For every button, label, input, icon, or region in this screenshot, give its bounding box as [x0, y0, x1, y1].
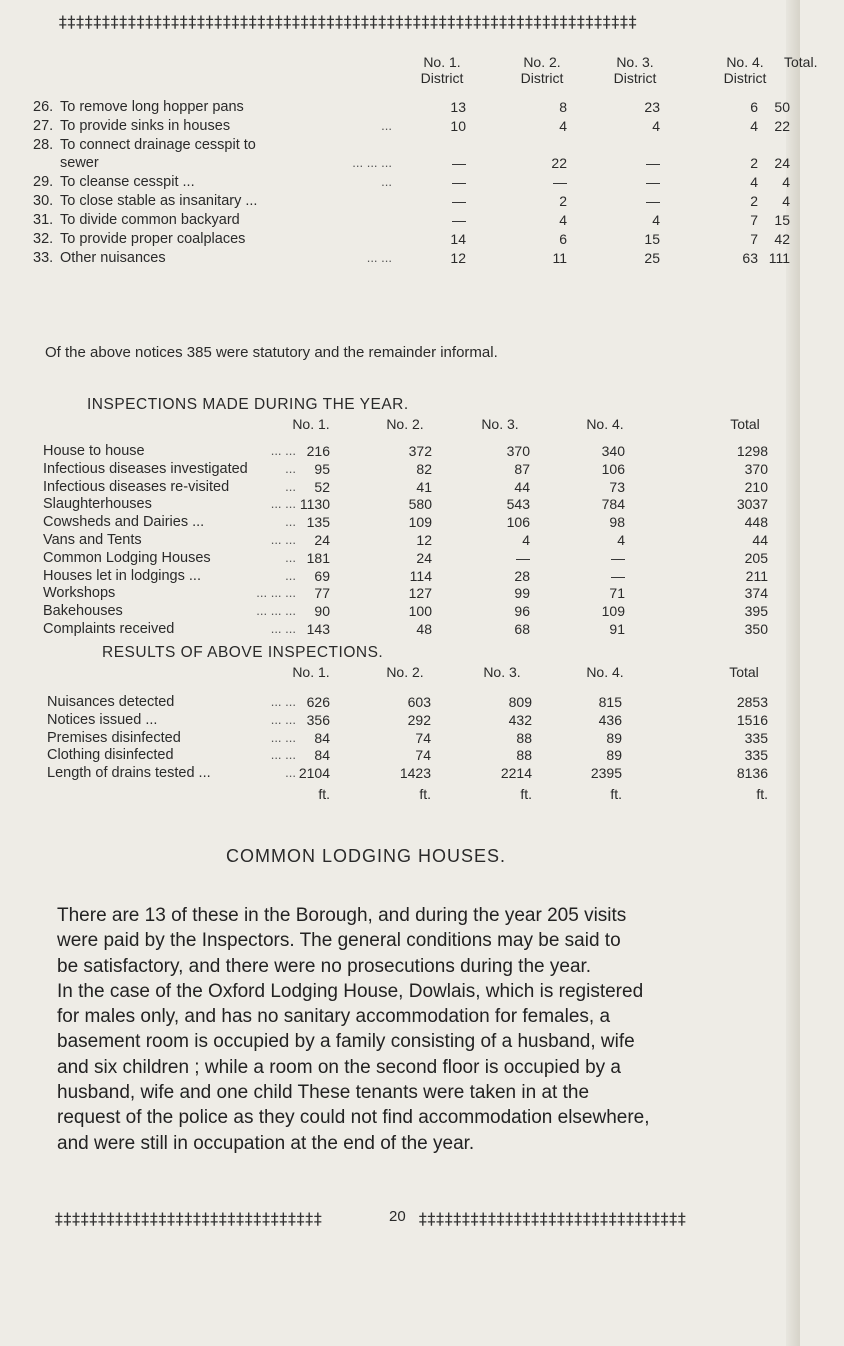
- row-label: To divide common backyard: [60, 212, 240, 228]
- column-header: No. 3.: [481, 416, 519, 432]
- table-cell: 106: [601, 460, 625, 477]
- table-cell: —: [646, 193, 660, 209]
- leader-dots: ...: [285, 478, 296, 494]
- leader-dots: ... ...: [270, 694, 296, 709]
- table-cell: 603: [407, 694, 431, 710]
- lodging-paragraph: [57, 903, 757, 1156]
- leader-dots: ... ...: [270, 621, 296, 636]
- table-cell: 1516: [736, 711, 768, 728]
- table-cell: 626: [306, 694, 330, 710]
- table-cell: 7: [750, 231, 758, 247]
- leader-dots: ... ...: [270, 711, 296, 727]
- unit-cell: ft.: [419, 786, 431, 802]
- column-header: No. 4.: [586, 416, 624, 432]
- table-cell: 15: [644, 231, 660, 247]
- table-cell: 74: [415, 729, 431, 746]
- leader-dots: ... ...: [270, 443, 296, 458]
- table-cell: —: [452, 174, 466, 190]
- leader-dots: ...: [285, 514, 296, 530]
- table-cell: 88: [516, 729, 532, 746]
- table-cell: 350: [744, 621, 768, 637]
- row-label: Infectious diseases re-visited: [43, 478, 230, 495]
- table-cell: 84: [314, 747, 330, 764]
- table-cell: 2: [750, 155, 758, 171]
- paragraph-line: basement room is occupied by a family consisting of a husband, wife: [57, 1031, 635, 1053]
- table-cell: 48: [416, 621, 432, 637]
- table-cell: —: [611, 567, 625, 584]
- row-label: Slaughterhouses: [43, 496, 152, 513]
- table-cell: 4: [652, 118, 660, 134]
- table-cell: 335: [744, 729, 768, 746]
- unit-cell: ft.: [756, 786, 768, 802]
- table-cell: 114: [409, 567, 432, 584]
- row-label: Infectious diseases investigated: [43, 460, 248, 477]
- table-cell: 74: [415, 747, 431, 764]
- table-cell: 25: [644, 250, 660, 266]
- column-header: No. 2.: [386, 416, 424, 432]
- table-cell: 10: [450, 118, 466, 134]
- table-cell: 436: [598, 711, 622, 728]
- table-cell: 335: [744, 747, 768, 764]
- table-cell: 44: [752, 532, 768, 548]
- paragraph-line: were paid by the Inspectors. The general conditions may be said to: [57, 930, 621, 952]
- table-cell: 292: [407, 711, 431, 728]
- table-cell: 73: [609, 478, 625, 495]
- table-cell: 96: [514, 603, 530, 620]
- table-cell: 90: [314, 603, 330, 620]
- table-cell: 2104: [298, 765, 330, 782]
- table-cell: 784: [601, 496, 625, 513]
- table-cell: 1423: [399, 765, 431, 782]
- table-cell: 4: [782, 193, 790, 209]
- row-label: To cleanse cesspit ...: [60, 174, 195, 190]
- row-label: Workshops: [43, 585, 116, 602]
- row-label: Bakehouses: [43, 603, 123, 620]
- paragraph-line: be satisfactory, and there were no prosecutions during the year.: [57, 955, 592, 977]
- row-label: Common Lodging Houses: [43, 549, 211, 566]
- table-cell: 181: [306, 549, 330, 566]
- row-label: Other nuisances: [60, 250, 166, 266]
- row-label: To connect drainage cesspit to: [60, 137, 256, 153]
- row-label: Houses let in lodgings ...: [43, 567, 201, 584]
- table-cell: 809: [508, 694, 532, 710]
- row-label-continuation: sewer: [60, 155, 99, 171]
- table-cell: 89: [606, 729, 622, 746]
- table-cell: 395: [744, 603, 768, 620]
- leader-dots: ...: [285, 460, 296, 476]
- column-header: No. 4.: [586, 664, 624, 680]
- row-number: 30.: [33, 193, 54, 209]
- table-cell: 41: [416, 478, 432, 495]
- leader-dots: ... ...: [270, 496, 296, 512]
- table-cell: 109: [601, 603, 625, 620]
- table-cell: 356: [306, 711, 330, 728]
- table-cell: —: [646, 174, 660, 190]
- inspections-title: INSPECTIONS MADE DURING THE YEAR.: [87, 396, 409, 413]
- table-cell: 23: [644, 99, 660, 115]
- table-cell: 14: [450, 231, 466, 247]
- row-number: 27.: [33, 118, 54, 134]
- table-cell: 15: [774, 212, 790, 228]
- column-header: No. 1.: [292, 416, 330, 432]
- table-cell: —: [553, 174, 567, 190]
- table-cell: 6: [559, 231, 567, 247]
- table-cell: 4: [652, 212, 660, 228]
- row-number: 33.: [33, 250, 54, 266]
- table-cell: 4: [782, 174, 790, 190]
- table-cell: 42: [774, 231, 790, 247]
- leader-dots: ...: [381, 118, 392, 133]
- row-label: Clothing disinfected: [47, 747, 174, 764]
- table-cell: 4: [750, 174, 758, 190]
- table-cell: 211: [745, 567, 768, 584]
- table-cell: 88: [516, 747, 532, 764]
- table-cell: 77: [314, 585, 330, 602]
- table-cell: 22: [774, 118, 790, 134]
- row-label: Notices issued ...: [47, 711, 158, 728]
- table-cell: 28: [514, 567, 530, 584]
- unit-cell: ft.: [318, 786, 330, 802]
- row-number: 29.: [33, 174, 54, 190]
- row-label: Length of drains tested ...: [47, 765, 211, 782]
- row-label: To close stable as insanitary ...: [60, 193, 258, 209]
- leader-dots: ... ... ...: [352, 155, 392, 170]
- column-header-district-3: No. 3. District: [613, 54, 657, 86]
- paragraph-line: and were still in occupation at the end of the year.: [57, 1132, 475, 1154]
- table-cell: —: [452, 212, 466, 228]
- row-number: 31.: [33, 212, 54, 228]
- table-cell: 95: [314, 460, 330, 477]
- leader-dots: ... ...: [270, 747, 296, 763]
- table-cell: 127: [408, 585, 432, 602]
- table-cell: 4: [750, 118, 758, 134]
- table-cell: 2853: [736, 694, 768, 710]
- table-cell: 22: [551, 155, 567, 171]
- row-label: Nuisances detected: [47, 694, 175, 710]
- table-cell: 82: [416, 460, 432, 477]
- table-cell: —: [646, 155, 660, 171]
- table-cell: 111: [768, 250, 790, 266]
- table-cell: 8: [559, 99, 567, 115]
- leader-dots: ...: [285, 567, 296, 583]
- column-header: Total: [730, 416, 760, 432]
- paragraph-line: husband, wife and one child These tenants were taken in at the: [57, 1082, 590, 1104]
- table-cell: 543: [506, 496, 530, 513]
- table-cell: 370: [744, 460, 768, 477]
- table-cell: 98: [609, 514, 625, 531]
- lodging-title: COMMON LODGING HOUSES.: [226, 846, 507, 866]
- table-cell: 815: [598, 694, 622, 710]
- table-cell: 216: [306, 443, 330, 459]
- table-cell: 1298: [736, 443, 768, 459]
- table-cell: 4: [559, 212, 567, 228]
- table-cell: 24: [774, 155, 790, 171]
- unit-cell: ft.: [520, 786, 532, 802]
- table-cell: 4: [559, 118, 567, 134]
- column-header-district-4: No. 4. District: [723, 54, 767, 86]
- table-cell: 4: [522, 532, 530, 548]
- table-cell: 8136: [736, 765, 768, 782]
- leader-dots: ... ... ...: [256, 585, 296, 601]
- paragraph-line: In the case of the Oxford Lodging House, Dowlais, which is registered: [57, 980, 644, 1002]
- leader-dots: ...: [381, 174, 392, 189]
- row-label: To provide proper coalplaces: [60, 231, 246, 247]
- table-cell: 205: [744, 549, 768, 566]
- table-cell: 143: [306, 621, 330, 637]
- paragraph-line: There are 13 of these in the Borough, and during the year 205 visits: [57, 905, 627, 926]
- unit-cell: ft.: [610, 786, 622, 802]
- row-number: 28.: [33, 137, 54, 153]
- table-cell: 210: [744, 478, 768, 495]
- paragraph-line: for males only, and has no sanitary accommodation for females, a: [57, 1006, 611, 1028]
- row-label: Cowsheds and Dairies ...: [43, 514, 205, 531]
- paragraph-line: request of the police as they could not find accommodation elsewhere,: [57, 1107, 650, 1129]
- table-cell: 6: [750, 99, 758, 115]
- table-cell: 1130: [299, 496, 330, 513]
- row-label: Vans and Tents: [43, 532, 142, 548]
- row-label: House to house: [43, 443, 145, 459]
- table-cell: 2: [559, 193, 567, 209]
- leader-dots: ...: [285, 765, 296, 781]
- column-header-district-2: No. 2. District: [520, 54, 564, 86]
- table-cell: 370: [506, 443, 530, 459]
- table-cell: 340: [601, 443, 625, 459]
- table-cell: 135: [306, 514, 330, 531]
- table-cell: —: [611, 549, 625, 566]
- table-cell: —: [452, 193, 466, 209]
- table-cell: —: [516, 549, 530, 566]
- table-cell: 580: [408, 496, 432, 513]
- table-cell: 7: [750, 212, 758, 228]
- table-cell: 68: [514, 621, 530, 637]
- notices-footnote: Of the above notices 385 were statutory and the remainder informal.: [45, 344, 498, 361]
- table-cell: 44: [514, 478, 530, 495]
- table-cell: 50: [774, 99, 790, 115]
- table-cell: 13: [450, 99, 466, 115]
- table-cell: 106: [506, 514, 530, 531]
- row-label: To remove long hopper pans: [60, 99, 244, 115]
- row-label: Complaints received: [43, 621, 175, 637]
- table-cell: 3037: [736, 496, 768, 513]
- column-header: No. 1.: [292, 664, 330, 680]
- table-cell: 2: [750, 193, 758, 209]
- bottom-right-ornamental-border: ‡‡‡‡‡‡‡‡‡‡‡‡‡‡‡‡‡‡‡‡‡‡‡‡‡‡‡‡‡‡‡: [418, 1209, 686, 1228]
- table-cell: 87: [514, 460, 530, 477]
- table-cell: 374: [744, 585, 768, 602]
- row-number: 32.: [33, 231, 54, 247]
- table-cell: 109: [408, 514, 432, 531]
- table-cell: 89: [606, 747, 622, 764]
- table-cell: 99: [514, 585, 530, 602]
- table-cell: 448: [744, 514, 768, 531]
- page-number: 20: [389, 1208, 406, 1225]
- row-number: 26.: [33, 99, 54, 115]
- table-cell: 63: [742, 250, 758, 266]
- table-cell: 12: [416, 532, 432, 548]
- results-title: RESULTS OF ABOVE INSPECTIONS.: [102, 644, 384, 661]
- table-cell: 4: [617, 532, 625, 548]
- table-cell: 12: [450, 250, 466, 266]
- column-header-district-1: No. 1. District: [420, 54, 464, 86]
- column-header: No. 3.: [483, 664, 521, 680]
- table-cell: 69: [314, 567, 330, 584]
- top-ornamental-border: ‡‡‡‡‡‡‡‡‡‡‡‡‡‡‡‡‡‡‡‡‡‡‡‡‡‡‡‡‡‡‡‡‡‡‡‡‡‡‡‡‡‡‡‡‡‡‡‡‡‡‡‡‡‡‡‡‡‡‡‡‡‡‡‡‡‡‡: [58, 12, 637, 31]
- table-cell: —: [452, 155, 466, 171]
- table-cell: 24: [314, 532, 330, 548]
- table-cell: 2214: [500, 765, 532, 782]
- leader-dots: ... ...: [270, 729, 296, 745]
- row-label: To provide sinks in houses: [60, 118, 231, 134]
- table-cell: 91: [609, 621, 625, 637]
- table-cell: 372: [408, 443, 432, 459]
- table-cell: 24: [416, 549, 432, 566]
- column-header-total: Total.: [784, 54, 818, 70]
- bottom-left-ornamental-border: ‡‡‡‡‡‡‡‡‡‡‡‡‡‡‡‡‡‡‡‡‡‡‡‡‡‡‡‡‡‡‡: [54, 1209, 322, 1228]
- paragraph-line: and six children ; while a room on the second floor is occupied by a: [57, 1056, 621, 1078]
- leader-dots: ...: [285, 549, 296, 565]
- column-header: No. 2.: [386, 664, 424, 680]
- table-cell: 52: [314, 478, 330, 495]
- table-cell: 84: [314, 729, 330, 746]
- leader-dots: ... ... ...: [256, 603, 296, 619]
- leader-dots: ... ...: [270, 532, 296, 547]
- table-cell: 11: [552, 250, 567, 266]
- table-cell: 2395: [590, 765, 622, 782]
- table-cell: 432: [508, 711, 532, 728]
- table-cell: 100: [408, 603, 432, 620]
- table-cell: 71: [609, 585, 625, 602]
- leader-dots: ... ...: [366, 250, 392, 265]
- column-header: Total: [729, 664, 759, 680]
- row-label: Premises disinfected: [47, 729, 181, 746]
